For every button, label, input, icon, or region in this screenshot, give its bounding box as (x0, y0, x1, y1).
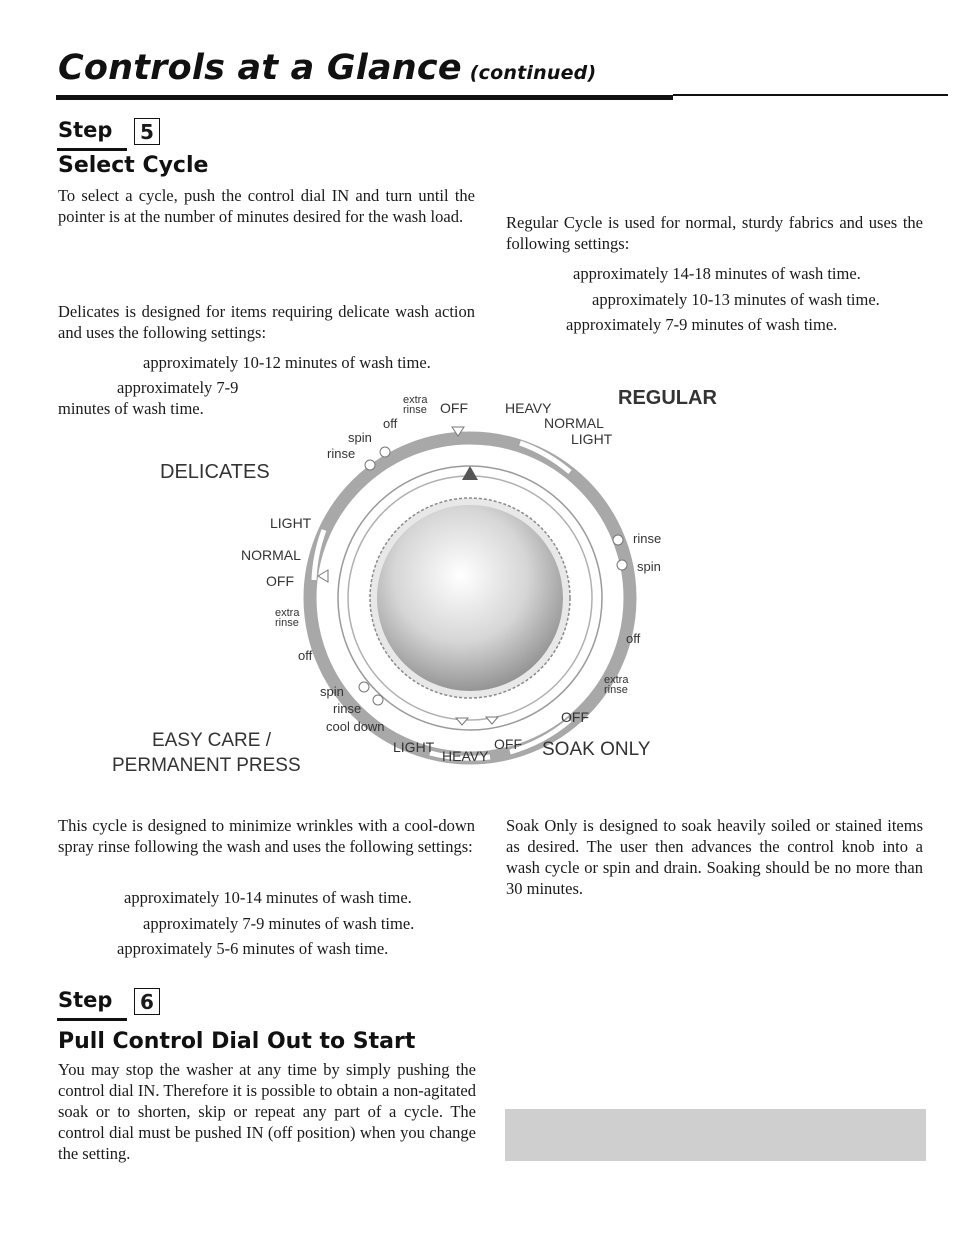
step6-number: 6 (134, 988, 160, 1015)
spin-left-marker-icon (359, 682, 369, 692)
off-bottom: OFF (494, 736, 522, 752)
off-delicates-arrow-icon (318, 570, 328, 582)
title-rule-thin (673, 94, 948, 96)
rinse-right: rinse (633, 531, 662, 546)
normal-regular: NORMAL (544, 415, 604, 431)
title-main: Controls at a Glance (58, 48, 462, 88)
extra-rinse-right-2: rinse (604, 684, 628, 696)
select-cycle-intro: To select a cycle, push the control dial IN and turn until the pointer is at the number of minutes desired for the wash load. (58, 186, 475, 226)
easycare-cycle-label-line1: EASY CARE / (152, 730, 271, 751)
light-easycare: LIGHT (393, 739, 435, 755)
spin-left: spin (320, 684, 344, 699)
heavy-easycare: HEAVY (442, 748, 489, 764)
regular-setting-2: approximately 10-13 minutes of wash time. (592, 290, 880, 309)
step6-description: You may stop the washer at any time by simply pushing the control dial IN. Therefore it is possible to obtain a non-agitated soak or to shorten, skip or repeat any part of a cycle. The control dial must be pushed IN (off position) when you change the setting. (58, 1060, 476, 1163)
off-delicates: OFF (266, 573, 294, 589)
off-soak: OFF (561, 709, 589, 725)
normal-delicates: NORMAL (241, 547, 301, 563)
step5-label: Step (58, 118, 113, 142)
easycare-description: This cycle is designed to minimize wrinkles with a cool-down spray rinse following the wash and uses the following settings: (58, 816, 475, 856)
regular-description: Regular Cycle is used for normal, sturdy fabrics and uses the following settings: (506, 213, 923, 253)
easycare-setting-1: approximately 10-14 minutes of wash time. (124, 888, 412, 907)
off-top-caps: OFF (440, 400, 468, 416)
extra-rinse-top-2: rinse (403, 404, 427, 416)
soak-only-label: SOAK ONLY (542, 739, 651, 760)
easycare-cycle-label-line2: PERMANENT PRESS (112, 755, 301, 776)
delicates-setting-2b: minutes of wash time. (58, 399, 204, 418)
rinse-left: rinse (333, 701, 362, 716)
easycare-setting-2: approximately 7-9 minutes of wash time. (143, 914, 415, 933)
extra-rinse-right-1: extra (604, 674, 629, 686)
off-top-lower: off (383, 416, 398, 431)
light-delicates: LIGHT (270, 515, 312, 531)
step6-heading: Pull Control Dial Out to Start (58, 1029, 416, 1054)
regular-cycle-label: REGULAR (618, 387, 717, 409)
extra-rinse-top-1: extra (403, 394, 428, 406)
easycare-setting-3: approximately 5-6 minutes of wash time. (117, 939, 389, 958)
page-title (58, 48, 596, 88)
regular-setting-1: approximately 14-18 minutes of wash time. (573, 264, 861, 283)
title-continued: (continued) (469, 62, 597, 84)
spin-right: spin (637, 559, 661, 574)
rinse-right-marker-icon (613, 535, 623, 545)
step5-heading: Select Cycle (58, 153, 209, 178)
rinse-top: rinse (327, 446, 356, 461)
delicates-description: Delicates is designed for items requiring delicate wash action and uses the following settings: (58, 302, 475, 342)
title-rule (56, 95, 673, 100)
rinse-top-marker-icon (380, 447, 390, 457)
soak-only-description: Soak Only is designed to soak heavily soiled or stained items as desired. The user then advances the control knob into a wash cycle or spin and drain. Soaking should be no more than 30 minutes. (506, 816, 923, 898)
rinse-left-marker-icon (373, 695, 383, 705)
delicates-cycle-label: DELICATES (160, 461, 270, 483)
step5-number: 5 (134, 118, 160, 145)
control-knob (377, 505, 563, 691)
regular-setting-3: approximately 7-9 minutes of wash time. (566, 315, 838, 334)
step6-underline (57, 1018, 127, 1021)
step5-underline (57, 148, 127, 151)
off-right: off (626, 631, 641, 646)
spin-top-marker-icon (365, 460, 375, 470)
extra-rinse-left-2: rinse (275, 617, 299, 629)
control-dial-diagram (100, 380, 740, 780)
spin-right-marker-icon (617, 560, 627, 570)
delicates-setting-1: approximately 10-12 minutes of wash time. (143, 353, 431, 372)
extra-rinse-left-1: extra (275, 607, 300, 619)
heavy-regular: HEAVY (505, 400, 552, 416)
spin-top: spin (348, 430, 372, 445)
light-regular: LIGHT (571, 431, 613, 447)
off-left: off (298, 648, 313, 663)
delicates-setting-2a: approximately 7-9 (117, 378, 239, 397)
cool-down: cool down (326, 719, 385, 734)
step6-label: Step (58, 988, 113, 1012)
note-box (505, 1109, 926, 1161)
